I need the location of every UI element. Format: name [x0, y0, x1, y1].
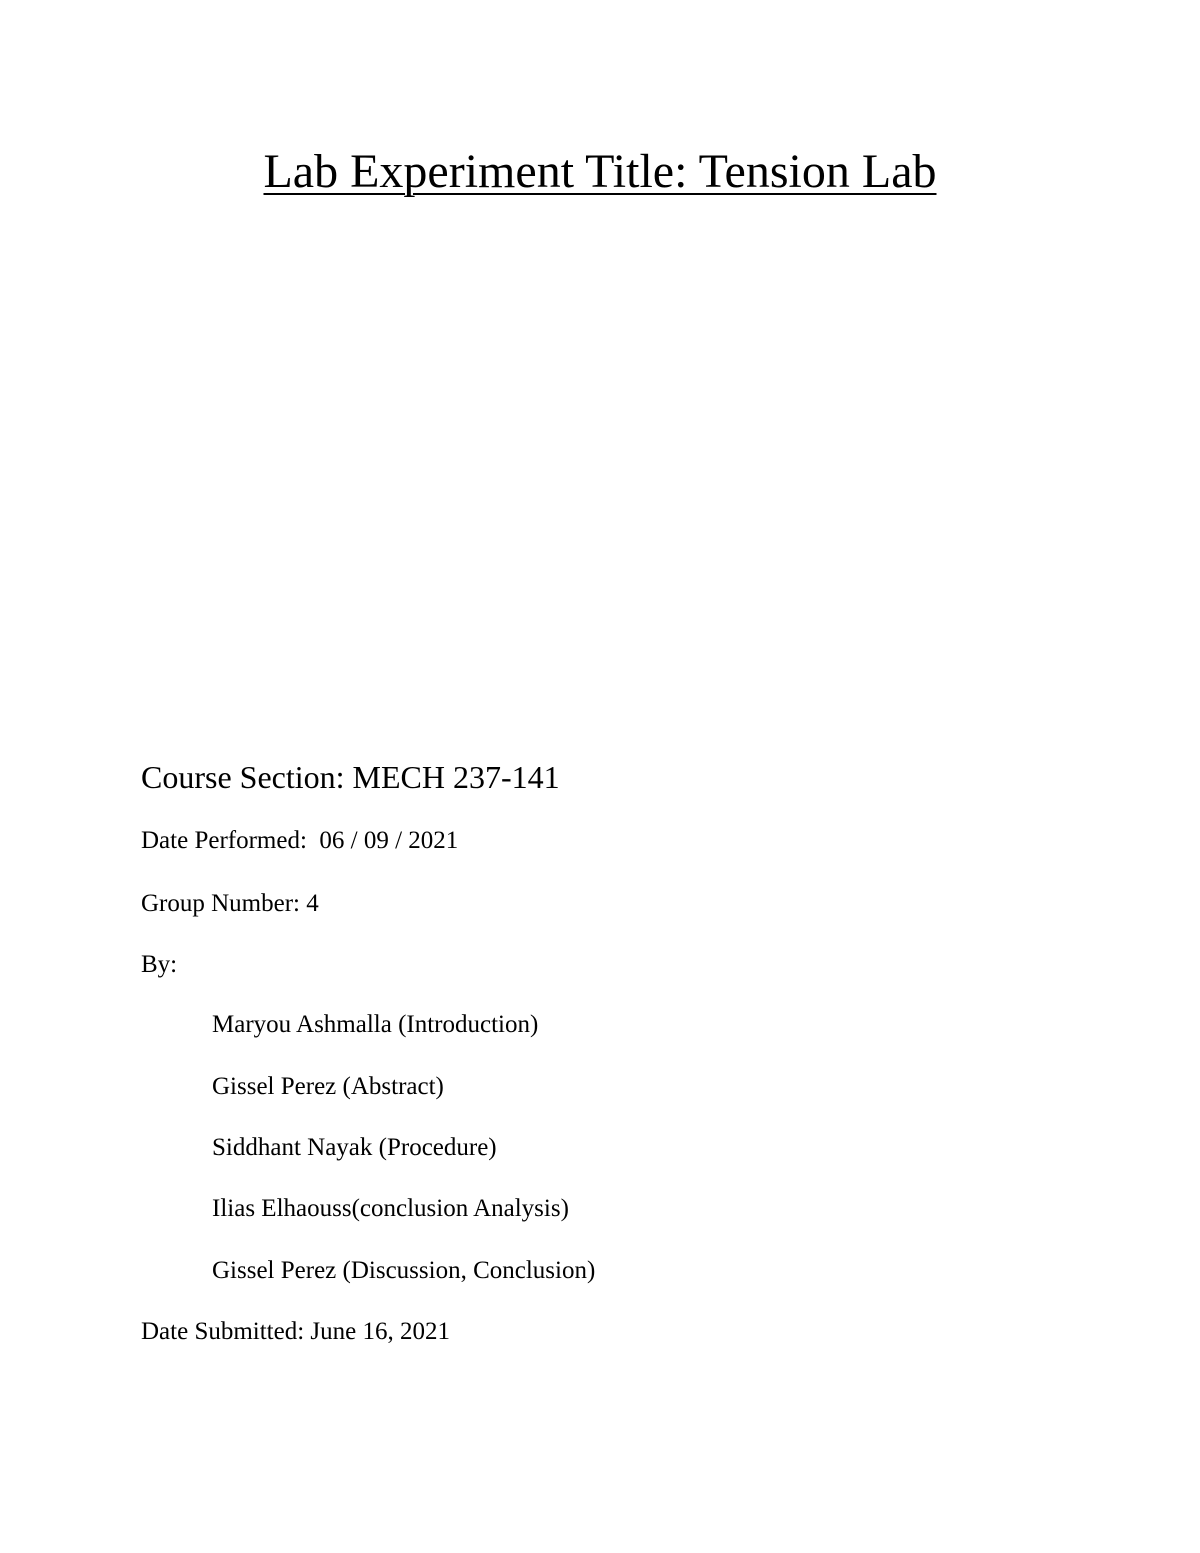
author-line: Gissel Perez (Discussion, Conclusion) — [212, 1257, 596, 1284]
by-label: By: — [141, 951, 178, 978]
document-title-text: Lab Experiment Title: Tension Lab — [263, 145, 937, 198]
document-title — [0, 140, 1200, 204]
author-line: Ilias Elhaouss(conclusion Analysis) — [212, 1195, 569, 1222]
course-section: Course Section: MECH 237-141 — [141, 759, 560, 795]
date-submitted: Date Submitted: June 16, 2021 — [141, 1318, 450, 1345]
date-performed: Date Performed: 06 / 09 / 2021 — [141, 827, 459, 854]
group-number: Group Number: 4 — [141, 890, 319, 917]
author-line: Gissel Perez (Abstract) — [212, 1073, 444, 1100]
author-line: Maryou Ashmalla (Introduction) — [212, 1011, 539, 1038]
author-line: Siddhant Nayak (Procedure) — [212, 1134, 497, 1161]
